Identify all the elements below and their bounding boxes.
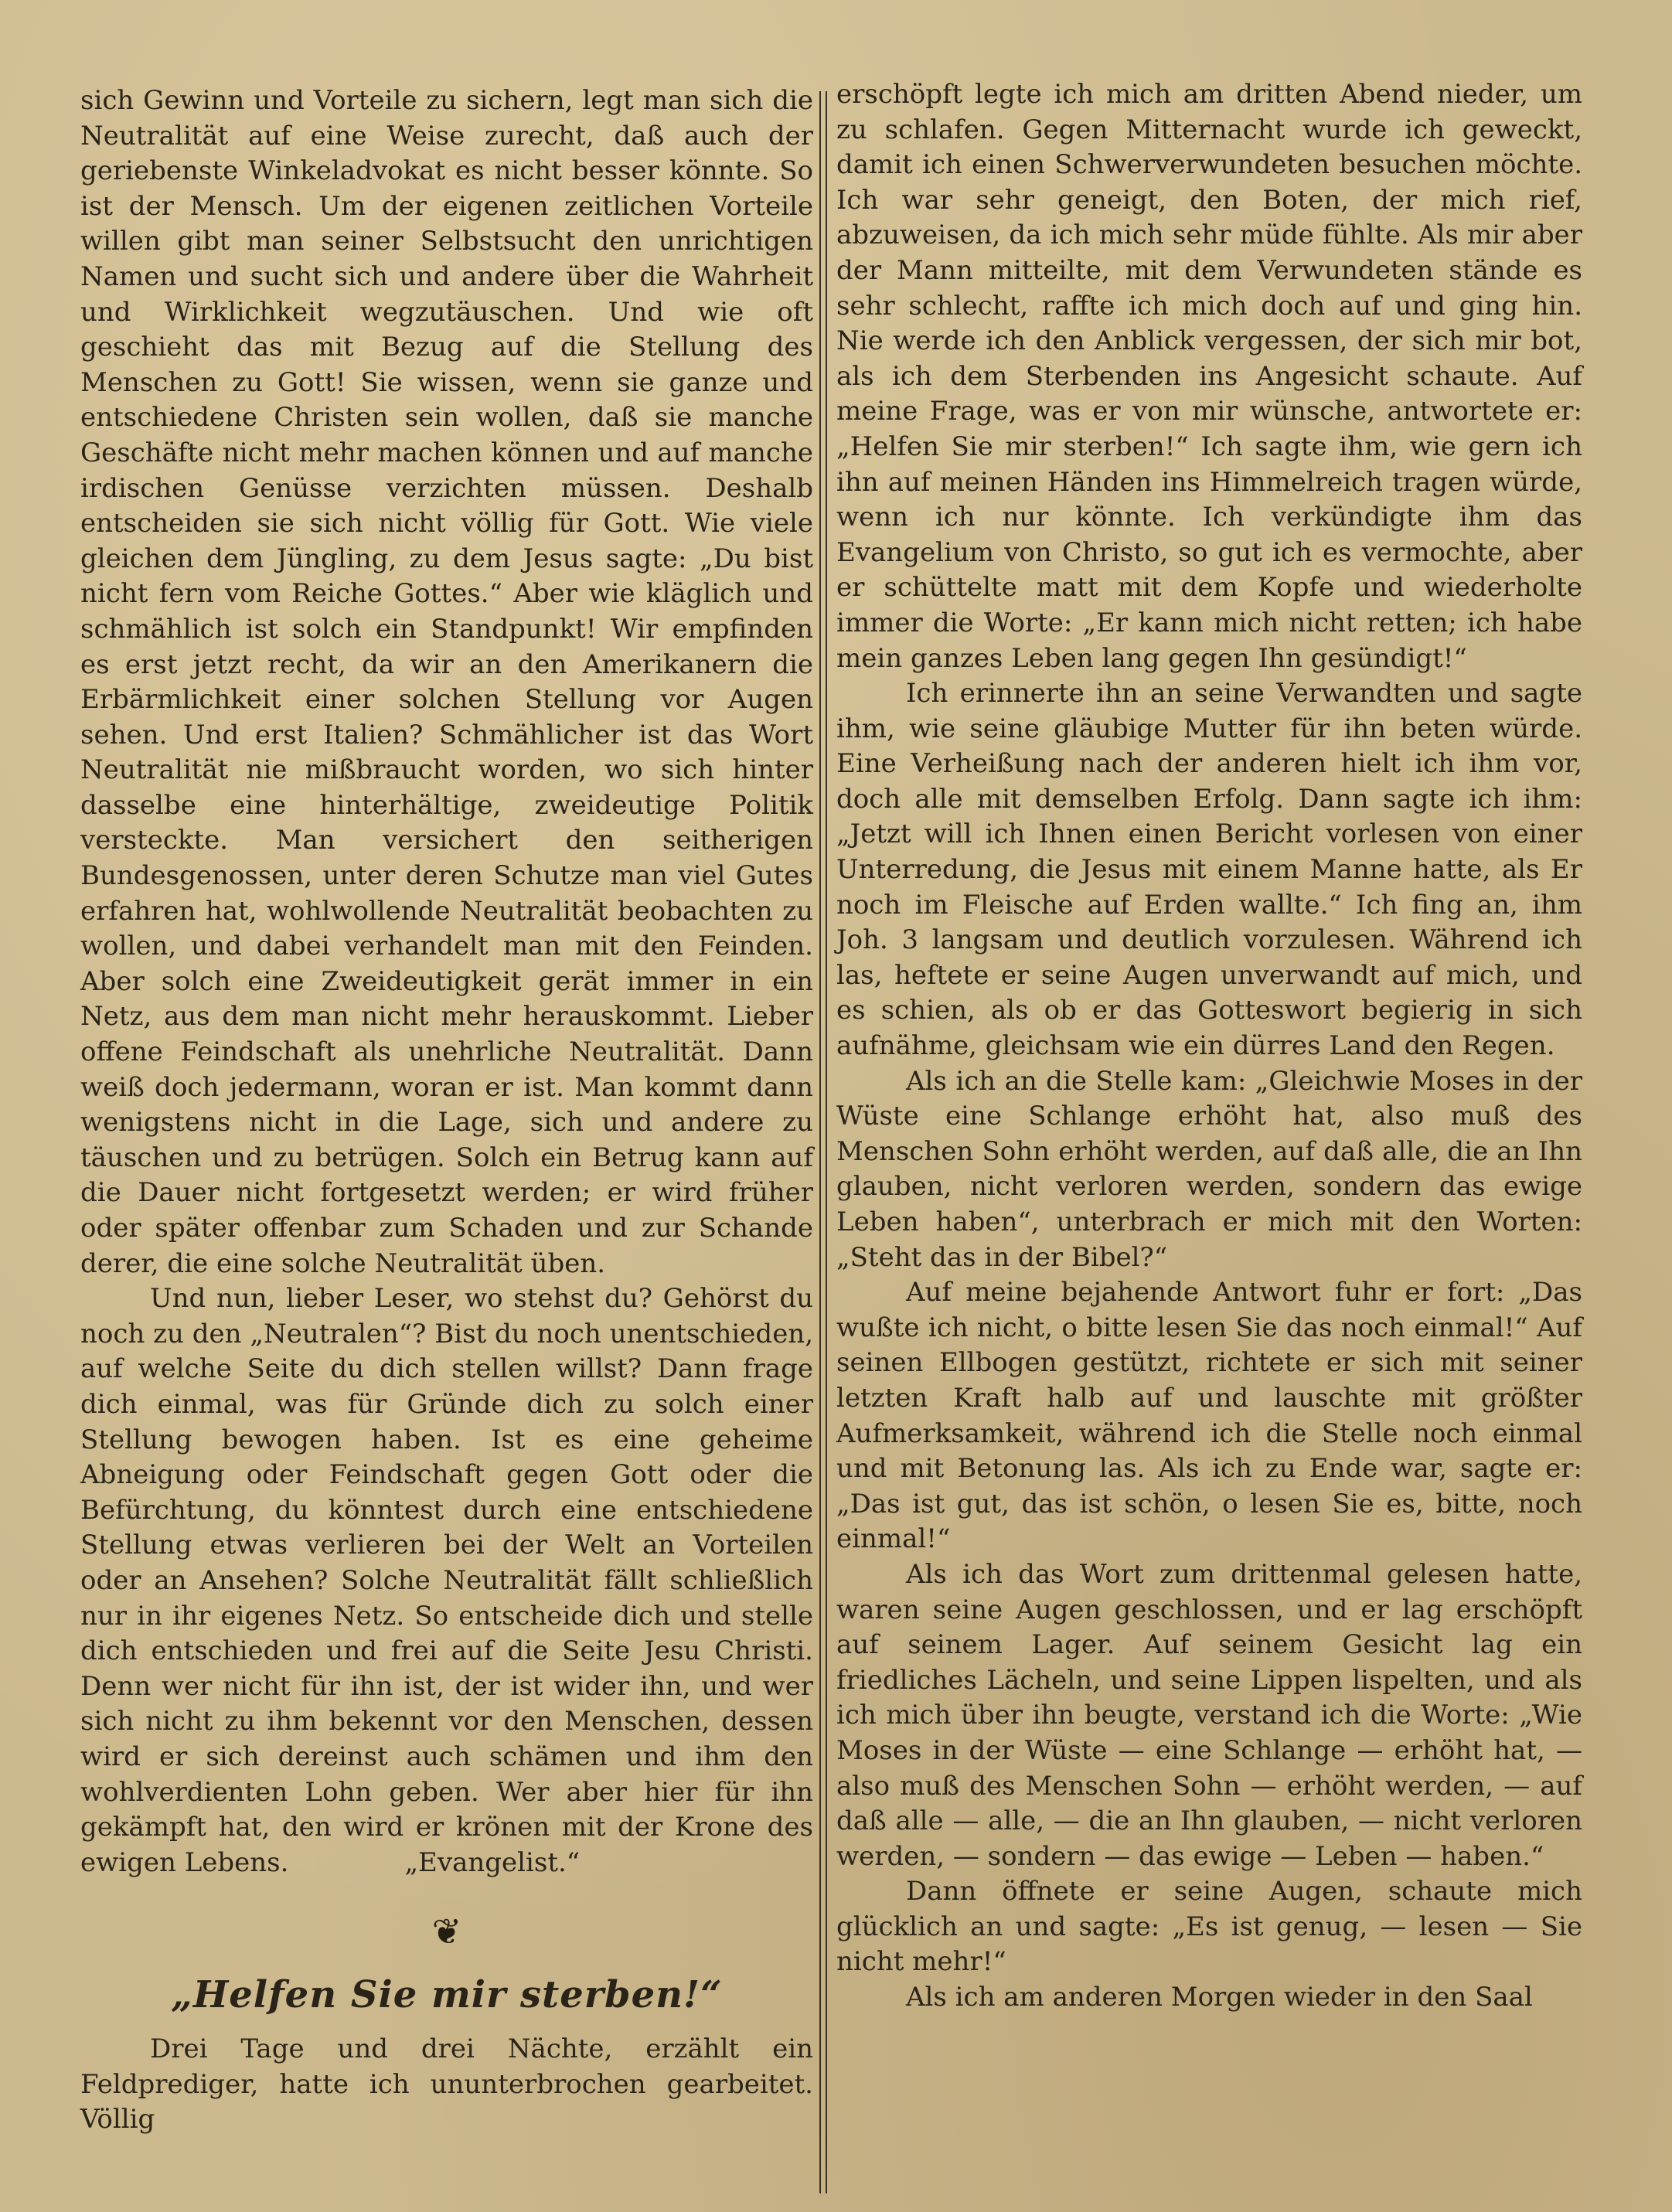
fleuron-ornament-icon: ❦ xyxy=(431,1911,462,1953)
column-divider xyxy=(819,91,827,2193)
right-paragraph-2: Ich erinnerte ihn an seine Verwandten und sagte ihm, wie seine gläubige Mutter für ihn beten würde. Eine Verheißung nach der anderen hielt ich ihm vor, doch alle mit demselben Erfolg. Dann sagte ich ihm: „Jetzt will ich Ihnen einen Bericht vorlesen von einer Unterredung, die Jesus mit einem Manne hatte, als Er noch im Fleische auf Erden wallte.“ Ich fing an, ihm Joh. 3 langsam und deutlich vorzulesen. Während ich las, heftete er seine Augen unverwandt auf mich, und es schien, als ob er das Gotteswort begierig in sich aufnähme, gleichsam wie ein dürres Land den Regen. xyxy=(836,678,1582,1062)
author-signature: „Evangelist.“ xyxy=(404,1846,581,1878)
left-column xyxy=(80,83,813,2138)
left-paragraph-2 xyxy=(80,1281,813,1880)
right-paragraph-5: Als ich das Wort zum drittenmal gelesen hatte, waren seine Augen geschlossen, und er lag erschöpft auf seinem Lager. Auf seinem Gesicht lag ein friedliches Lächeln, und seine Lippen lispelten, und als ich mich über ihn beugte, verstand ich die Worte: „Wie Moses in der Wüste — eine Schlange — erhöht hat, — also muß des Menschen Sohn — erhöht werden, — auf daß alle — alle, — die an Ihn glauben, — nicht verloren werden, — sondern — das ewige — Leben — haben.“ xyxy=(836,1558,1582,1872)
right-column xyxy=(836,77,1582,2016)
right-paragraph-1: erschöpft legte ich mich am dritten Abend nieder, um zu schlafen. Gegen Mitternacht wurde ich geweckt, damit ich einen Schwerverwundeten besuchen möchte. Ich war sehr geneigt, den Boten, der mich rief, abzuweisen, da ich mich sehr müde fühlte. Als mir aber der Mann mitteilte, mit dem Verwundeten stände es sehr schlecht, raffte ich mich doch auf und ging hin. Nie werde ich den Anblick vergessen, der sich mir bot, als ich dem Sterbenden ins Angesicht schaute. Auf meine Frage, was er von mir wünsche, antwortete er: „Helfen Sie mir sterben!“ Ich sagte ihm, wie gern ich ihn auf meinen Händen ins Himmelreich tragen würde, wenn ich nur könnte. Ich verkündigte ihm das Evangelium von Christo, so gut ich es vermochte, aber er schüttelte matt mit dem Kopfe und wiederholte immer die Worte: „Er kann mich nicht retten; ich habe mein ganzes Leben lang gegen Ihn gesündigt!“ xyxy=(836,79,1582,674)
right-paragraph-4: Auf meine bejahende Antwort fuhr er fort: „Das wußte ich nicht, o bitte lesen Sie das noch einmal!“ Auf seinen Ellbogen gestützt, richtete er sich mit seiner letzten Kraft halb auf und lauschte mit größter Aufmerksamkeit, während ich die Stelle noch einmal und mit Betonung las. Als ich zu Ende war, sagte er: „Das ist gut, das ist schön, o lesen Sie es, bitte, noch einmal!“ xyxy=(836,1277,1582,1555)
right-paragraph-7: Als ich am anderen Morgen wieder in den Saal xyxy=(906,1982,1533,2013)
left-paragraph-2-text: Und nun, lieber Leser, wo stehst du? Gehörst du noch zu den „Neutralen“? Bist du noch unentschieden, auf welche Seite du dich stellen willst? Dann frage dich einmal, was für Gründe dich zu solch einer Stellung bewogen haben. Ist es eine geheime Abneigung oder Feindschaft gegen Gott oder die Befürchtung, du könntest durch eine entschiedene Stellung etwas verlieren bei der Welt an Vorteilen oder an Ansehen? Solche Neutralität fällt schließlich nur in ihr eigenes Netz. So entscheide dich und stelle dich entschieden und frei auf die Seite Jesu Christi. Denn wer nicht für ihn ist, der ist wider ihn, und wer sich nicht zu ihm bekennt vor den Menschen, dessen wird er sich dereinst auch schämen und ihm den wohlverdienten Lohn geben. Wer aber hier für ihn gekämpft hat, den wird er krönen mit der Krone des ewigen Lebens. xyxy=(80,1283,814,1878)
right-paragraph-6: Dann öffnete er seine Augen, schaute mich glücklich an und sagte: „Es ist genug, — lesen — Sie nicht mehr!“ xyxy=(836,1876,1582,1978)
article-opening-paragraph: Drei Tage und drei Nächte, erzählt ein Feldprediger, hatte ich ununterbrochen gearbeitet. Völlig xyxy=(80,2033,813,2135)
right-paragraph-3: Als ich an die Stelle kam: „Gleichwie Moses in der Wüste eine Schlange erhöht hat, also muß des Menschen Sohn erhöht werden, auf daß alle, die an Ihn glauben, nicht verloren werden, sondern das ewige Leben haben“, unterbrach er mich mit den Worten: „Steht das in der Bibel?“ xyxy=(836,1065,1582,1273)
left-paragraph-1: sich Gewinn und Vorteile zu sichern, legt man sich die Neutralität auf eine Weise zurecht, daß auch der geriebenste Winkeladvokat es nicht besser könnte. So ist der Mensch. Um der eigenen zeitlichen Vorteile willen gibt man seiner Selbstsucht den unrichtigen Namen und sucht sich und andere über die Wahrheit und Wirklichkeit wegzutäuschen. Und wie oft geschieht das mit Bezug auf die Stellung des Menschen zu Gott! Sie wissen, wenn sie ganze und entschiedene Christen sein wollen, daß sie manche Geschäfte nicht mehr machen können und auf manche irdischen Genüsse verzichten müssen. Deshalb entscheiden sie sich nicht völlig für Gott. Wie viele gleichen dem Jüngling, zu dem Jesus sagte: „Du bist nicht fern vom Reiche Gottes.“ Aber wie kläglich und schmählich ist solch ein Standpunkt! Wir empfinden es erst jetzt recht, da wir an den Amerikanern die Erbärmlichkeit einer solchen Stellung vor Augen sehen. Und erst Italien? Schmählicher ist das Wort Neutralität nie mißbraucht worden, wo sich hinter dasselbe eine hinterhältige, zweideutige Politik versteckte. Man versichert den seitherigen Bundesgenossen, unter deren Schutze man viel Gutes erfahren hat, wohlwollende Neutralität beobachten zu wollen, und dabei verhandelt man mit den Feinden. Aber solch eine Zweideutigkeit gerät immer in ein Netz, aus dem man nicht mehr herauskommt. Lieber offene Feindschaft als unehrliche Neutralität. Dann weiß doch jedermann, woran er ist. Man kommt dann wenigstens nicht in die Lage, sich und andere zu täuschen und zu betrügen. Solch ein Betrug kann auf die Dauer nicht fortgesetzt werden; er wird früher oder später offenbar zum Schaden und zur Schande derer, die eine solche Neutralität üben. xyxy=(80,85,813,1279)
article-headline: „Helfen Sie mir sterben!“ xyxy=(171,1973,723,2017)
